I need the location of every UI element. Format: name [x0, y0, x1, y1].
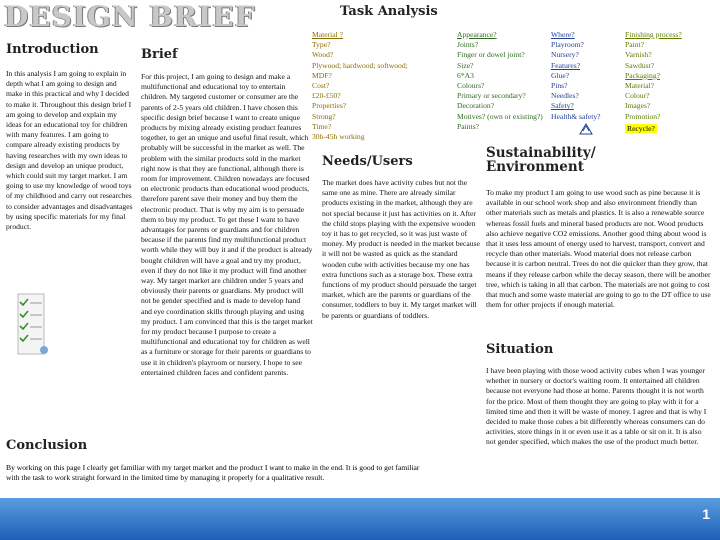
task-item: Paints? — [457, 121, 479, 131]
task-item: Time? — [312, 121, 332, 131]
checklist-icon — [10, 290, 50, 360]
task-item: Packaging? — [625, 70, 661, 80]
brief-text: For this project, I am going to design and make a multifunctional and educational toy to entertain children. My targeted customer or consumer are the parents of 2-5 years old children. I have chosen this specific design brief because I want to create unique products by mixing already existing product features together, to get an unique and useful final result, which probably will be successful in the market as well. The problem with the similar products sold in the market right now is that they are functional, although there is room for improvement. Children nowadays are focused on electronic products than educational wood products, therefore parent save their money and buy them the electronic product. That is why my aim is to persuade them to buy my product. To get these I want to have advantages for parents or guardians and for children because if the parents find my multifunctional product worth while they will buy it and if the product is already bought children will have a goal and try my product, even if they do not like it my product will find another way. My target market are children under 5 years and obviously their parents or guardians. My product will not be gender specified and is made to develop hand and eye coordination skills through playing and using my product. I am convinced that this is the target market for my product because I purpose to create a multifunctional and educational toy for children as well as a furniture or storage for their parents or guardians to use it in children's playroom or nursery. I hope to see entertained children faces and confident parents. — [141, 72, 313, 377]
task-item: Cost? — [312, 81, 330, 91]
footer-bar — [0, 498, 720, 540]
task-item: £20-£50? — [312, 91, 341, 101]
task-item: Decoration? — [457, 101, 495, 111]
conclusion-text: By working on this page I clearly get familiar with my target market and the product I want to make in the end. It is good to get familiar with the task to work straight forward in the limited time by managing it properly for a qualitative result. — [6, 463, 420, 483]
needs-text: The market does have activity cubes but not the same one as mine. There are already similar products existing in the market, although they are not special because it just has activities on it. After the child stops playing with the expensive wooden toy it has to get recycled, so it was just waste of money. My product is needed in the market because it will not be wasted as quick as the standard wooden cube with activities because my one has extra functions such as a storage box. These extra functions of my product should persuade the target market, which are the parents or guardians of the consumer, toddlers to buy it. My target market will be parents or guardians of toddlers. — [322, 178, 480, 320]
task-item: Needles? — [551, 91, 579, 101]
task-item: 30h-45h working — [312, 132, 365, 142]
task-item: Features? — [551, 60, 581, 70]
task-item: Strong? — [312, 111, 336, 121]
task-item: Size? — [457, 60, 474, 70]
task-item: Health& safety? — [551, 111, 601, 121]
task-item: Glue? — [551, 70, 570, 80]
task-item: Material ? — [312, 30, 343, 39]
task-analysis-column-finishing — [625, 30, 720, 122]
task-item: Promotion? — [625, 111, 661, 121]
task-item: Plywood; hardwood; softwood; — [312, 60, 408, 70]
task-item: Type? — [312, 40, 331, 50]
recycle-icon — [579, 123, 593, 135]
task-item: Material? — [625, 81, 655, 91]
page-number: 1 — [702, 506, 710, 522]
situation-heading: Situation — [486, 342, 554, 357]
page-title: DESIGN BRIEF — [4, 0, 256, 33]
task-item: Pins? — [551, 81, 568, 91]
sustainability-heading: Sustainability/ Environment — [486, 145, 596, 175]
situation-text: I have been playing with those wood activity cubes when I was younger whether in nursery or doctor's waiting room. It entertained all children because not everyone had those at home. Parents thought it is not worth for the price. Most of them thought they are going to play with it for a limited time and then it will be waste of money. I agree and that is why I decided to make those cubes a bit differently whereas consumers can do activities, store things in it or even use it as a table or sit on it. It is also not gender specified, which makes the use of the product much better. — [486, 366, 707, 447]
task-item: Nursery? — [551, 50, 579, 60]
task-item: Paint? — [625, 40, 644, 50]
task-analysis-column-where — [551, 30, 623, 122]
task-item: 6*A3 — [457, 70, 474, 80]
recycle-label — [625, 124, 657, 134]
task-item: Finger or dowel joint? — [457, 50, 525, 60]
task-item: Appearance? — [457, 30, 497, 39]
task-item: Safety? — [551, 101, 574, 111]
task-item: Playroom? — [551, 40, 584, 50]
task-analysis-column-appearance — [457, 30, 549, 132]
task-item: Motives? (own or existing?) — [457, 111, 543, 121]
task-item: Images? — [625, 101, 651, 111]
introduction-heading: Introduction — [6, 42, 99, 57]
task-item: Properties? — [312, 101, 347, 111]
introduction-text: In this analysis I am going to explain in depth what I am going to design and make in this practical and why I decided to make it. Throughout this design brief I am going to develop and explain my ideas for an educational toy for children with many features. I am going to compare already existing products by having researches with my own ideas to design and develop an unique product, which could suit my target market. I am going to use my knowledge of wood toys of my childhood and carry out researches to consider advantages and disadvantages by using specific materials for my final product. — [6, 69, 133, 232]
task-analysis-heading: Task Analysis — [340, 4, 438, 19]
task-item: Wood? — [312, 50, 334, 60]
needs-heading: Needs/Users — [322, 154, 413, 169]
task-item: Where? — [551, 30, 575, 39]
task-item: Sawdust? — [625, 60, 655, 70]
conclusion-heading: Conclusion — [6, 438, 88, 453]
task-item: Finishing process? — [625, 30, 682, 39]
recycle-text: Recycle? — [627, 124, 655, 133]
task-analysis-column-material — [312, 30, 452, 142]
task-item: Colours? — [457, 81, 485, 91]
task-item: Varnish? — [625, 50, 652, 60]
task-item: Joints? — [457, 40, 479, 50]
task-item: MDF? — [312, 70, 332, 80]
task-item: Colour? — [625, 91, 650, 101]
brief-heading: Brief — [141, 47, 178, 62]
sustainability-text: To make my product I am going to use wood such as pine because it is available in our school work shop and also environment friendly than other materials such as metals and plastics. It is also a renewable source whereas fossil fuels and mineral based products are not. Wood products also achieve negative CO2 emissions. Another good thing about wood is that it uses less amount of energy used to harvest, transport, convert and recycle than other materials. Wood material does not release carbon because it is carbon neutral. Trees do not die quicker than they grow, that means if they release carbon while the decay season, there will be another tree, which is taking in all that carbon. The materials are not going to cost that much and some waste material are going to go to the DT office to use them for other projects if enough material. — [486, 188, 711, 310]
task-item: Primary or secondary? — [457, 91, 526, 101]
